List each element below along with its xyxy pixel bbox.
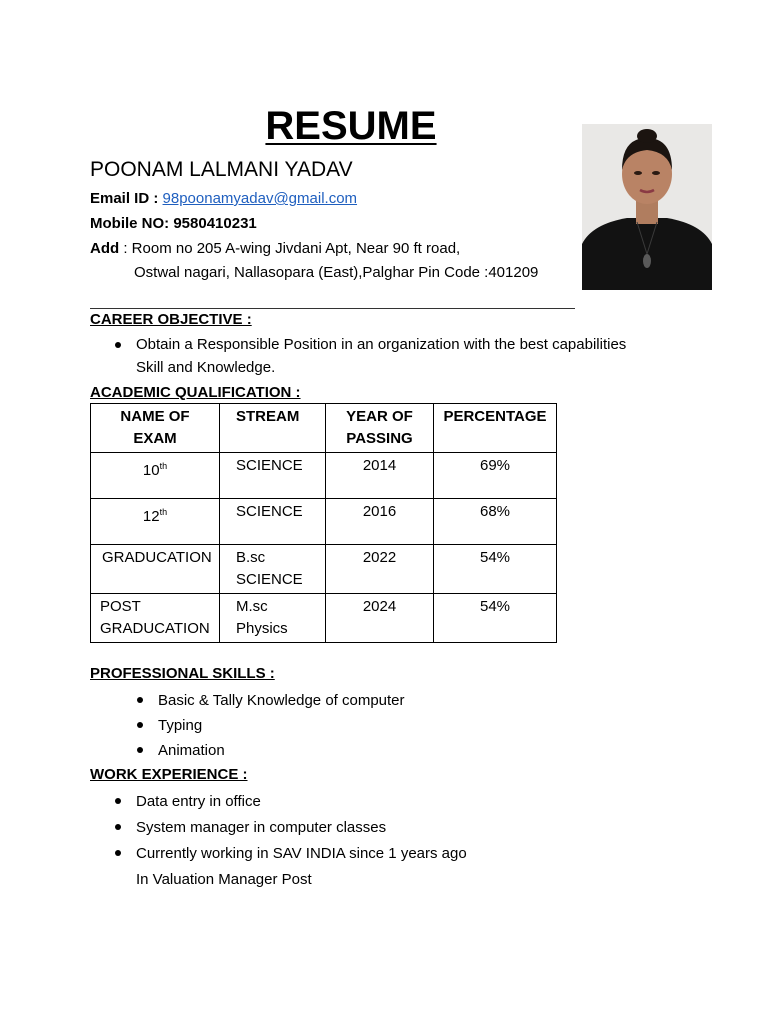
- academic-table: [90, 403, 557, 643]
- cell-stream: [220, 545, 326, 594]
- cell-year: 2016: [326, 499, 434, 545]
- header-exam-line-1: NAME OF: [120, 408, 190, 425]
- cell-percentage: 68%: [434, 499, 557, 545]
- header-year-line-2: PASSING: [346, 430, 413, 447]
- list-item: Data entry in office: [136, 789, 467, 815]
- list-item: [136, 841, 467, 893]
- exam-text: 12: [142, 508, 160, 525]
- list-item: Typing: [158, 713, 405, 738]
- exam-sup: th: [159, 507, 168, 517]
- cell-exam: GRADUCATION: [91, 545, 220, 594]
- table-row: [91, 453, 557, 499]
- cell-year: 2024: [326, 594, 434, 643]
- stream-line-1: B.sc: [236, 549, 266, 566]
- list-item: Basic & Tally Knowledge of computer: [158, 688, 405, 713]
- header-year: [326, 404, 434, 453]
- work-item-text: Currently working in SAV INDIA since 1 years ago: [136, 845, 467, 862]
- email-label: Email ID :: [90, 190, 159, 207]
- cell-stream: [220, 594, 326, 643]
- mobile-label: Mobile NO:: [90, 215, 170, 232]
- email-line: [90, 190, 357, 207]
- list-item: [136, 333, 626, 379]
- cell-exam: [91, 594, 220, 643]
- mobile-number: 9580410231: [173, 215, 257, 232]
- exam-sup: th: [159, 461, 168, 471]
- mobile-line: [90, 215, 257, 232]
- cell-exam: [91, 499, 220, 545]
- professional-skills-list: [158, 688, 405, 763]
- header-percentage: PERCENTAGE: [434, 404, 557, 453]
- cell-stream: SCIENCE: [220, 453, 326, 499]
- cell-percentage: 69%: [434, 453, 557, 499]
- header-year-line-1: YEAR OF: [346, 408, 413, 425]
- cell-percentage: 54%: [434, 545, 557, 594]
- table-row: [91, 594, 557, 643]
- exam-line-2: GRADUCATION: [100, 620, 210, 637]
- work-item-continuation: In Valuation Manager Post: [136, 871, 312, 888]
- cell-stream: SCIENCE: [220, 499, 326, 545]
- academic-heading: ACADEMIC QUALIFICATION :: [90, 384, 301, 401]
- header-stream: STREAM: [220, 404, 326, 453]
- stream-line-2: Physics: [236, 620, 288, 637]
- stream-line-1: M.sc: [236, 598, 268, 615]
- person-photo-icon: [582, 124, 712, 290]
- address-line-1: [90, 240, 460, 257]
- divider: [90, 308, 575, 309]
- address-text-1: : Room no 205 A-wing Jivdani Apt, Near 90 ft road,: [123, 240, 461, 257]
- table-row: [91, 499, 557, 545]
- cell-year: 2022: [326, 545, 434, 594]
- work-experience-list: [136, 789, 467, 893]
- address-line-2: Ostwal nagari, Nallasopara (East),Palghar Pin Code :401209: [134, 264, 539, 281]
- email-link[interactable]: 98poonamyadav@gmail.com: [162, 190, 358, 207]
- header-exam: [91, 404, 220, 453]
- career-objective-heading: CAREER OBJECTIVE :: [90, 311, 252, 328]
- cell-exam: [91, 453, 220, 499]
- exam-text: 10: [142, 462, 160, 479]
- exam-line-1: POST: [100, 598, 141, 615]
- work-experience-heading: WORK EXPERIENCE :: [90, 766, 248, 783]
- professional-skills-heading: PROFESSIONAL SKILLS :: [90, 665, 275, 682]
- table-header-row: [91, 404, 557, 453]
- objective-line-2: Skill and Knowledge.: [136, 359, 276, 376]
- list-item: Animation: [158, 738, 405, 763]
- list-item: System manager in computer classes: [136, 815, 467, 841]
- profile-photo: [582, 124, 712, 290]
- cell-percentage: 54%: [434, 594, 557, 643]
- candidate-name: POONAM LALMANI YADAV: [90, 158, 353, 181]
- stream-line-2: SCIENCE: [236, 571, 303, 588]
- cell-year: 2014: [326, 453, 434, 499]
- table-row: [91, 545, 557, 594]
- header-exam-line-2: EXAM: [133, 430, 177, 447]
- career-objective-list: [136, 333, 626, 379]
- objective-line-1: Obtain a Responsible Position in an organization with the best capabilities: [136, 336, 627, 353]
- address-label: Add: [90, 240, 120, 257]
- resume-title: RESUME: [265, 104, 437, 148]
